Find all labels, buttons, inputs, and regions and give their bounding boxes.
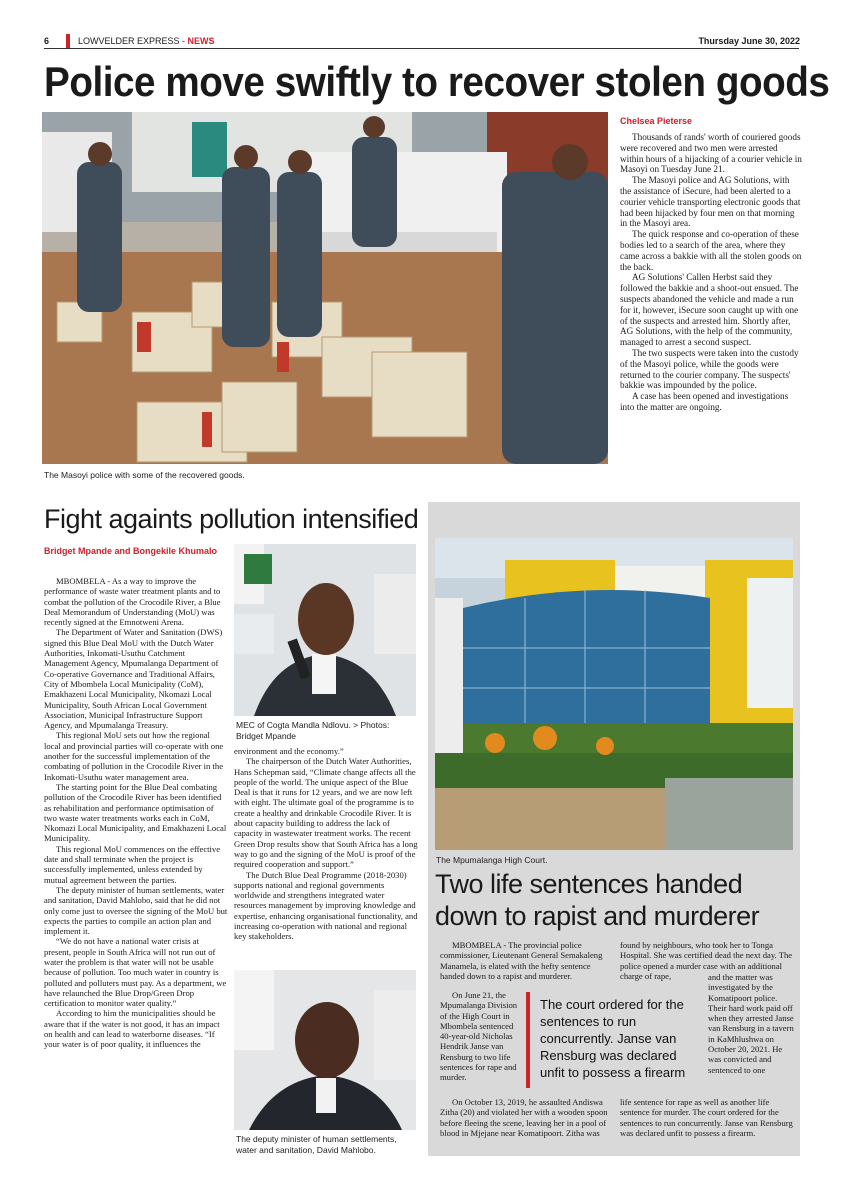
- high-court-photo: [435, 538, 793, 850]
- pullquote-bar: [526, 992, 530, 1088]
- police-goods-photo: [42, 112, 608, 464]
- story2-headline: Fight againts pollution intensified: [44, 504, 419, 534]
- paragraph: The Department of Water and Sanitation (DWS) signed this Blue Deal MoU with the Dutch Water Authorities, Inkomati-Usuthu Catchment Management Agency, Mpumalanga Department of Co-operative Governance and Traditional Affairs, City of Mbombela Local Municipality (CoM), Emakhazeni Local Municipality, Nkomazi Local Municipality, South African Local Government Association, Municipal Infrastructure Support Agency, and Mpumalanga Treasury.: [44, 627, 223, 731]
- folio-accent-bar: [66, 34, 70, 49]
- paragraph: The starting point for the Blue Deal combating pollution of the Crocodile River has been identified as rehabilitation and performance optimisation of two waste water treatments works each in CoM, Nkomazi Local Municipality, and Emakhazeni Local Municipality.: [44, 781, 227, 844]
- paragraph: The chairperson of the Dutch Water Authorities, Hans Schepman said, “Climate change affects all the people of the world. The unique aspect of the Blue Deal is that it runs for 12 years, and we are now left with eight. The ultimate goal of the programme is to create a healthy and drinkable Crocodile River. It is about capacity building to address the lack of capacity in wastewater treatment works. The recent Green Drop results show that South Africa has a long way to go and the signing of the MoU is proof of the required cooperation and support.”: [234, 756, 418, 870]
- paragraph: The Masoyi police and AG Solutions, with the assistance of iSecure, had been alerted to a courier vehicle transporting electronic goods that had been hijacked by four men on that morning in the Masoyi area.: [620, 175, 801, 229]
- header-rule: [44, 48, 799, 49]
- story2-photo1-caption: MEC of Cogta Mandla Ndlovu. > Photos: Bridget Mpande: [236, 720, 390, 741]
- story3-col1-bottom: [440, 1097, 614, 1138]
- paragraph: and the matter was investigated by the Komatipoort police. Their hard work paid off when they arrested Janse van Rensburg in a tavern in KaMhlushwa on October 20, 2021. He was convicted and sentenced to one: [708, 972, 794, 1075]
- paragraph: On October 13, 2019, he assaulted Andiswa Zitha (20) and violated her with a wooden spoon before fleeing the scene, leaving her in a pool of blood in Mjejane near Komatipoort. Zitha was: [440, 1097, 608, 1138]
- mec-ndlovu-photo: [234, 544, 416, 716]
- paragraph: MBOMBELA - As a way to improve the performance of waste water treatment plants and to combat the pollution of the Crocodile River, a Blue Deal Memorandum of Understanding (MoU) was recently signed at the Emnotweni Arena.: [44, 576, 221, 628]
- story3-headline: Two life sentences handed down to rapist and murderer: [435, 869, 760, 931]
- paragraph: This regional MoU sets out how the regional local and provincial parties will co-operate with one another for the successful implementation of the combating of pollution in the Crocodile River in the Inkomati-Usuthu water management area.: [44, 730, 224, 782]
- paragraph: life sentence for rape as well as another life sentence for murder. The court ordered for the sentences to run concurrently. Janse van Rensburg was declared unfit to possess a firearm.: [620, 1097, 793, 1138]
- story2-col2: [234, 746, 418, 942]
- page-number: 6: [44, 36, 50, 46]
- story3-pullquote: The court ordered for the sentences to run concurrently. Janse van Rensburg was declared unfit to possess a firearm: [540, 997, 686, 1080]
- paragraph: The two suspects were taken into the custody of the Masoyi police, while the goods were returned to the courier company. The suspects' bakkie was impounded by the police.: [620, 347, 799, 391]
- paragraph: The quick response and co-operation of these bodies led to a search of the area, where they came across a bakkie with all the stolen goods on the back.: [620, 229, 802, 272]
- paragraph: Thousands of rands' worth of couriered goods were recovered and two men were arrested within hours of a hijacking of a courier vehicle in Masoyi on Tuesday June 21.: [620, 132, 802, 175]
- paragraph: The Dutch Blue Deal Programme (2018-2030) supports national and regional governments worldwide and strengthens integrated water resources management by improving knowledge and expertise, enhancing organisational functionality, and increasing co-operation with national and regional key stakeholders.: [234, 869, 418, 942]
- issue-date: Thursday June 30, 2022: [698, 36, 800, 46]
- story3-photo-caption: The Mpumalanga High Court.: [436, 855, 548, 865]
- paragraph: This regional MoU commences on the effective date and shall terminate when the project is successfully implemented, unless extended by mutual agreement between the parties.: [44, 843, 221, 885]
- story1-body: [620, 132, 802, 413]
- paragraph: A case has been opened and investigations into the matter are ongoing.: [620, 391, 789, 412]
- story2-col1: [44, 576, 228, 1050]
- folio-section: LOWVELDER EXPRESS - NEWS: [78, 36, 215, 46]
- paragraph: On June 21, the Mpumalanga Division of the High Court in Mbombela sentenced 40-year-old Nicholas Hendrik Janse van Rensburg to two life sentences for rape and murder.: [440, 990, 518, 1083]
- story3-col1-narrow: [440, 990, 520, 1083]
- story1-photo-caption: The Masoyi police with some of the recovered goods.: [44, 470, 245, 480]
- paragraph: The deputy minister of human settlements, water and sanitation, David Mahlobo, said that he did not only come just to oversee the signing of the MoU but expects the parties to compile an action plan and implement it.: [44, 884, 228, 937]
- story2-photo2-caption: The deputy minister of human settlements, water and sanitation, David Mahlobo.: [236, 1134, 397, 1155]
- story3-col2-narrow: [708, 972, 794, 1075]
- paragraph: environment and the economy.”: [234, 746, 344, 756]
- paragraph: According to him the municipalities should be aware that if the water is not good, it has an impact on health and can lead to waterborne diseases. “If your water is of poor quality, it influences the: [44, 1008, 220, 1050]
- story3-col2-bottom: [620, 1097, 794, 1138]
- paragraph: “We do not have a national water crisis at present, people in South Africa will not run out of water the problem is that water will not be usable because of pollution. Too much water in country is polluted and polluters must pay. As a department, we have relaunched the Blue Drop/Green Drop certification to monitor water quality.”: [44, 936, 227, 1009]
- paragraph: found by neighbours, who took her to Tonga Hospital. She was certified dead the next day. The police opened a murder case with an additional charge of rape,: [620, 940, 793, 981]
- paragraph: AG Solutions' Callen Herbst said they followed the bakkie and a shoot-out ensued. The suspects abandoned the vehicle and made a run for it, however, iSecure soon caught up with one of the suspects and arrested him. Shortly after, AG Solutions, with the help of the community, managed to arrest a second suspect.: [620, 272, 799, 348]
- deputy-minister-photo: [234, 970, 416, 1130]
- story1-byline: Chelsea Pieterse: [620, 116, 693, 126]
- story1-headline: Police move swiftly to recover stolen goods: [44, 58, 830, 105]
- paragraph: MBOMBELA - The provincial police commissioner, Lieutenant General Semakaleng Manamela, is elated with the hefty sentence handed down to a rapist and murderer.: [440, 940, 603, 981]
- story2-byline: Bridget Mpande and Bongekile Khumalo: [44, 546, 218, 556]
- story3-col1-top: [440, 940, 614, 981]
